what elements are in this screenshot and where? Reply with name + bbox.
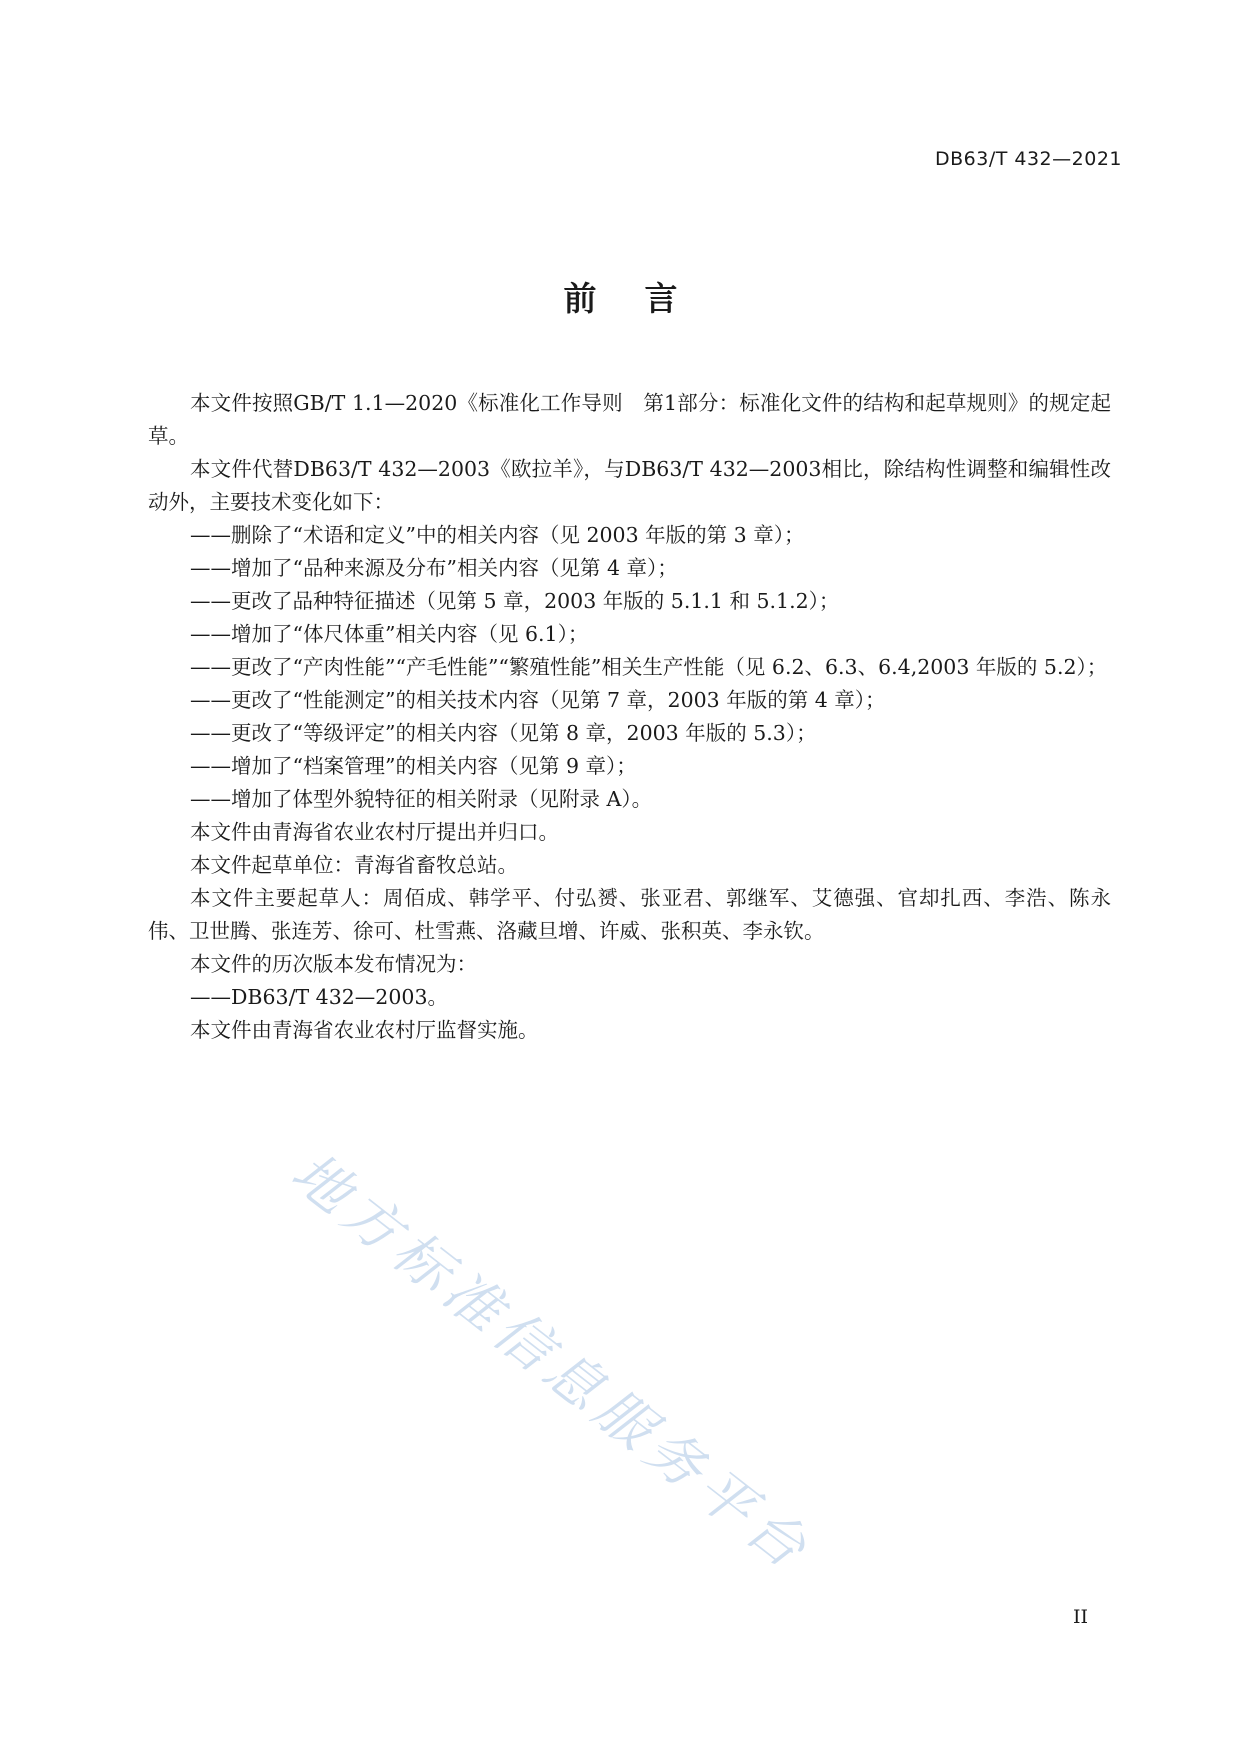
document-body	[148, 387, 1111, 1047]
list-item: ——增加了“体尺体重”相关内容（见 6.1）；	[190, 622, 589, 646]
list-item: ——增加了“档案管理”的相关内容（见第 9 章）；	[190, 754, 637, 778]
watermark-text: 地方标准信息服务平台	[279, 1139, 824, 1586]
page-number: II	[1072, 1606, 1088, 1628]
page-title: 前言	[563, 279, 726, 318]
paragraph-version-history: 本文件的历次版本发布情况为：	[190, 952, 477, 976]
paragraph-drafters: 本文件主要起草人：周佰成、韩学平、付弘赟、张亚君、郭继军、艾德强、官却扎西、李浩、陈永伟、卫世腾、张连芳、徐可、杜雪燕、洛藏旦增、许威、张积英、李永钦。	[148, 886, 1111, 943]
paragraph-replacement: 本文件代替DB63/T 432—2003《欧拉羊》，与DB63/T 432—2003相比，除结构性调整和编辑性改动外，主要技术变化如下：	[148, 457, 1111, 514]
list-item: ——更改了品种特征描述（见第 5 章，2003 年版的 5.1.1 和 5.1.2）；	[190, 589, 840, 613]
paragraph-supervision: 本文件由青海省农业农村厅监督实施。	[190, 1018, 539, 1042]
list-item: ——更改了“等级评定”的相关内容（见第 8 章，2003 年版的 5.3）；	[190, 721, 817, 745]
paragraph-drafting-unit: 本文件起草单位：青海省畜牧总站。	[190, 853, 518, 877]
paragraph-drafting-basis: 本文件按照GB/T 1.1—2020《标准化工作导则 第1部分：标准化文件的结构和起草规则》的规定起草。	[148, 391, 1111, 448]
list-item: ——增加了体型外貌特征的相关附录（见附录 A）。	[190, 787, 653, 811]
list-item: ——删除了“术语和定义”中的相关内容（见 2003 年版的第 3 章）；	[190, 523, 805, 547]
paragraph-proposer: 本文件由青海省农业农村厅提出并归口。	[190, 820, 559, 844]
document-code: DB63/T 432—2021	[934, 148, 1122, 170]
list-item-history: ——DB63/T 432—2003。	[190, 985, 448, 1009]
list-item: ——增加了“品种来源及分布”相关内容（见第 4 章）；	[190, 556, 678, 580]
list-item: ——更改了“性能测定”的相关技术内容（见第 7 章，2003 年版的第 4 章）；	[190, 688, 886, 712]
list-item: ——更改了“产肉性能”“产毛性能”“繁殖性能”相关生产性能（见 6.2、6.3、6.4,2003 年版的 5.2）；	[190, 655, 1108, 679]
